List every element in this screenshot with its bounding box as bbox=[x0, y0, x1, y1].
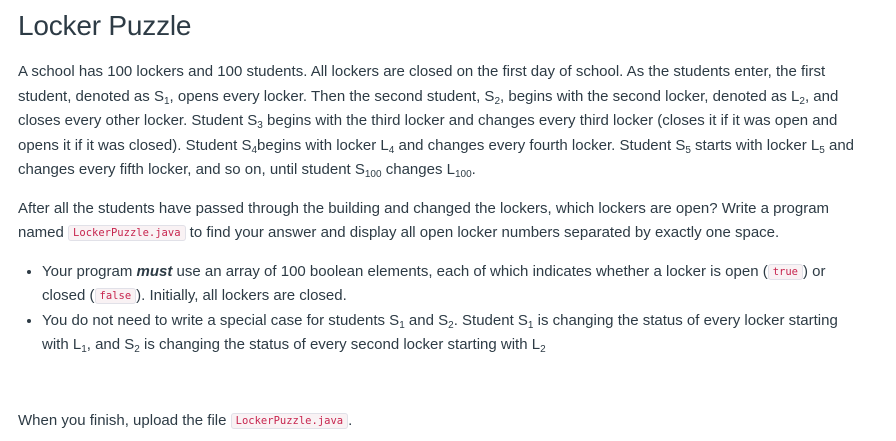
text: is changing the status of every locker starting with L bbox=[42, 311, 838, 353]
problem-description bbox=[18, 60, 868, 183]
text: . Student S bbox=[453, 311, 528, 329]
page-title: Locker Puzzle bbox=[18, 10, 192, 41]
text: . bbox=[348, 412, 353, 429]
text: begins with the third locker and changes every third locker (closes it if it was open and opens it if it was closed). Student S bbox=[18, 112, 838, 154]
task-description bbox=[18, 197, 868, 246]
subscript: 2 bbox=[540, 344, 546, 355]
text: When you finish, upload the file bbox=[18, 412, 231, 429]
text: and S bbox=[404, 311, 449, 329]
text: , opens every locker. Then the second student, S bbox=[169, 87, 495, 105]
filename-code: LockerPuzzle.java bbox=[68, 225, 185, 241]
emphasis: must bbox=[136, 262, 173, 280]
text: changes L bbox=[381, 161, 455, 178]
text: starts with locker L bbox=[690, 136, 820, 154]
text: A school has 100 lockers and 100 students. All lockers are closed on the first day of school. As the students enter, the first student, denoted as S bbox=[18, 63, 826, 105]
subscript: 1 bbox=[527, 319, 534, 331]
text: is changing the status of every second locker starting with L bbox=[139, 336, 541, 353]
requirements-list bbox=[18, 260, 868, 358]
subscript: 2 bbox=[799, 95, 805, 107]
filename-code: LockerPuzzle.java bbox=[231, 413, 348, 429]
text: ). Initially, all lockers are closed. bbox=[136, 287, 347, 304]
subscript: 4 bbox=[251, 144, 258, 156]
list-item bbox=[42, 309, 868, 358]
subscript: 2 bbox=[448, 319, 454, 331]
text: and changes every fourth locker. Student S bbox=[394, 136, 686, 154]
subscript: 100 bbox=[364, 169, 382, 180]
text: use an array of 100 boolean elements, each of which indicates whether a locker is open ( bbox=[172, 262, 768, 280]
text: , begins with the second locker, denoted as L bbox=[500, 87, 800, 105]
subscript: 1 bbox=[163, 95, 170, 107]
list-item bbox=[42, 260, 868, 309]
subscript: 3 bbox=[257, 120, 263, 131]
subscript: 100 bbox=[454, 169, 472, 180]
assignment-page bbox=[18, 0, 868, 429]
subscript: 1 bbox=[81, 344, 87, 355]
subscript: 5 bbox=[685, 144, 691, 156]
subscript: 1 bbox=[399, 319, 405, 331]
text: After all the students have passed through the building and changed the lockers, which lockers are open? Write a program named bbox=[18, 199, 830, 241]
text: to find your answer and display all open locker numbers separated by exactly one space. bbox=[185, 224, 780, 241]
text: You do not need to write a special case for students S bbox=[42, 311, 400, 329]
true-code: true bbox=[768, 264, 803, 280]
subscript: 2 bbox=[134, 344, 140, 355]
text: and changes every fifth locker, and so on, until student S bbox=[18, 136, 855, 178]
false-code: false bbox=[95, 288, 137, 304]
text: ) or closed ( bbox=[42, 262, 826, 304]
subscript: 2 bbox=[494, 95, 501, 107]
text: . bbox=[471, 161, 476, 178]
subscript: 5 bbox=[819, 144, 825, 156]
text: , and S bbox=[86, 336, 135, 353]
subscript: 4 bbox=[388, 144, 395, 156]
text: , and closes every other locker. Student S bbox=[18, 87, 839, 129]
text: begins with locker L bbox=[257, 136, 389, 154]
text: Your program bbox=[42, 262, 137, 280]
upload-instruction bbox=[18, 409, 352, 433]
